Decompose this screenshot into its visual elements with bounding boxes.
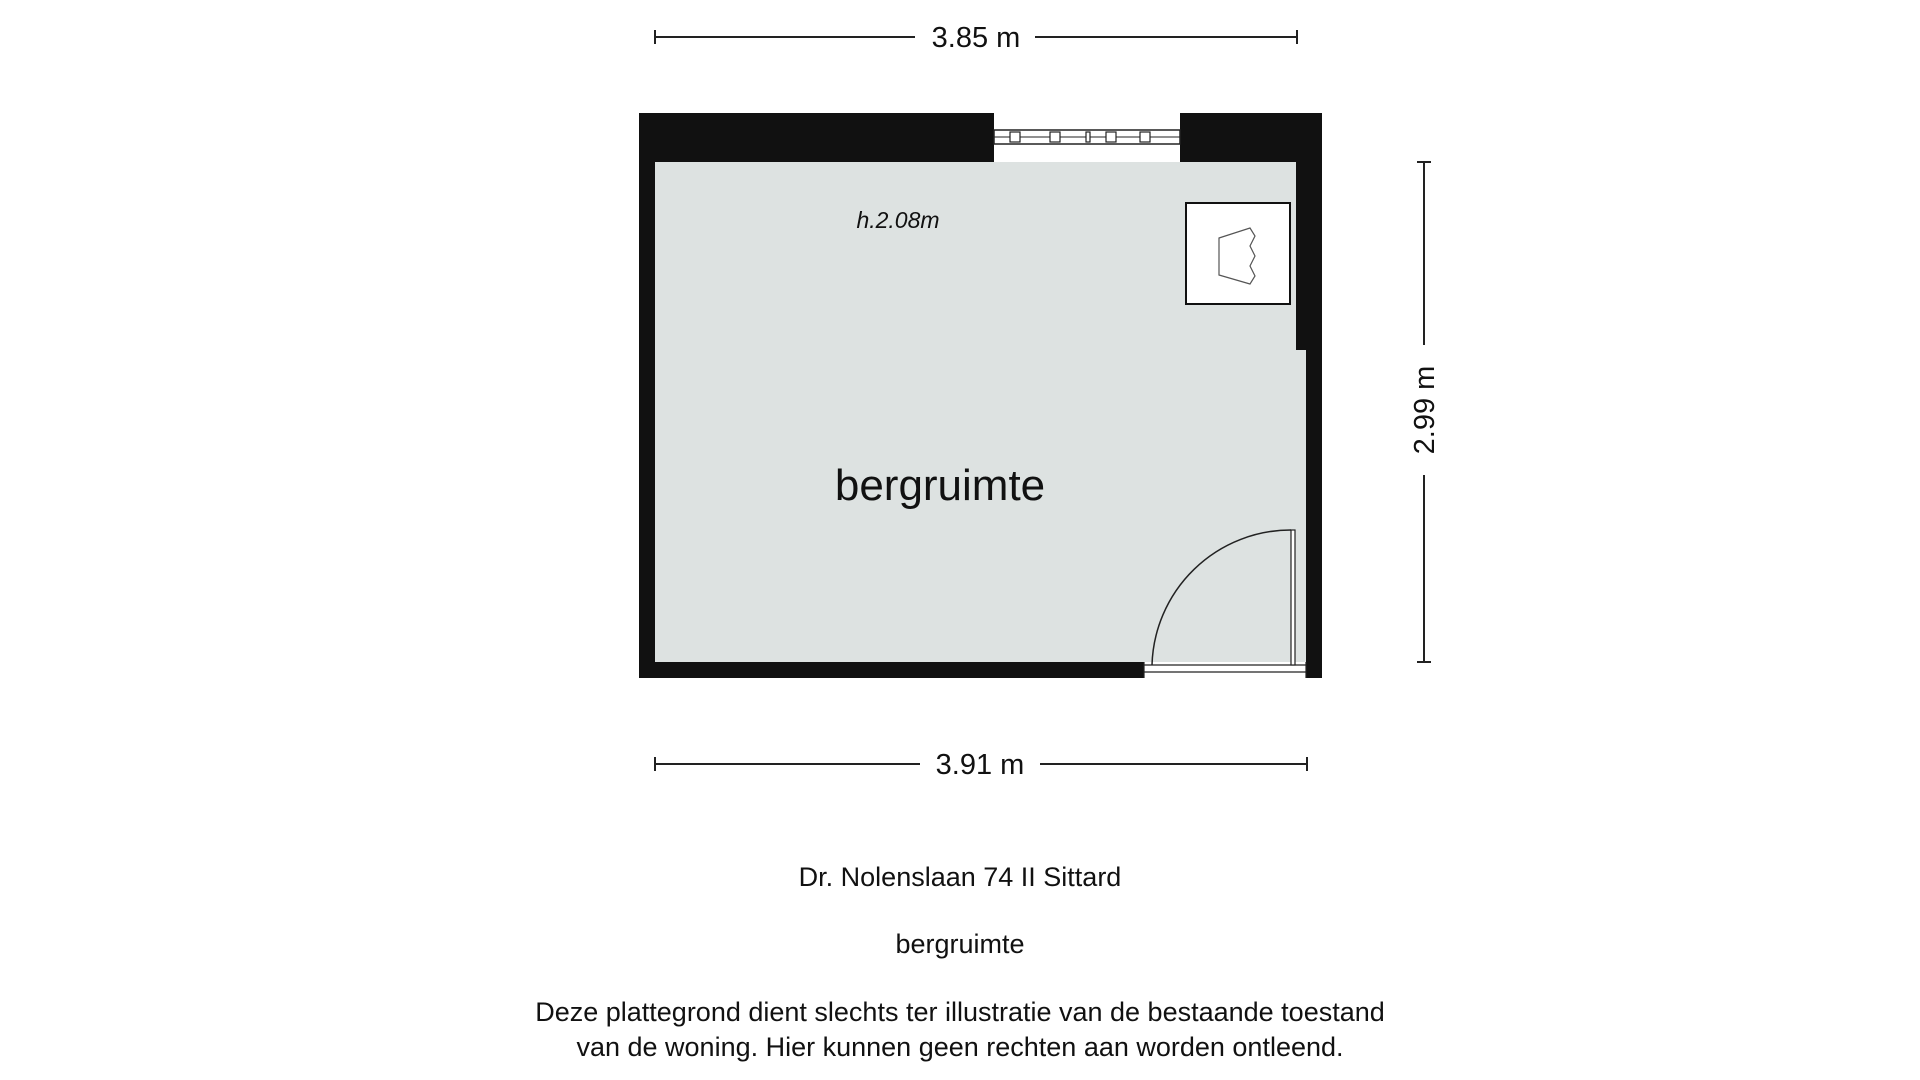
closet bbox=[1186, 203, 1290, 304]
window-mullion-5 bbox=[1140, 132, 1150, 142]
walls bbox=[639, 113, 1322, 678]
floor-right-notch bbox=[1296, 350, 1306, 662]
window bbox=[994, 113, 1180, 162]
caption-room-name: bergruimte bbox=[895, 929, 1025, 959]
window-mullion-1 bbox=[1010, 132, 1020, 142]
top-dimension-label: 3.85 m bbox=[931, 22, 1021, 54]
right-dimension-label: 2.99 m bbox=[1409, 365, 1441, 455]
window-mullion-3 bbox=[1086, 132, 1090, 142]
window-mullion-2 bbox=[1050, 132, 1060, 142]
door-leaf bbox=[1291, 530, 1295, 665]
disclaimer-line-2: van de woning. Hier kunnen geen rechten aan worden ontleend. bbox=[576, 1032, 1344, 1062]
caption bbox=[0, 860, 1920, 1065]
bottom-dimension bbox=[655, 749, 1307, 781]
address-text: Dr. Nolenslaan 74 II Sittard bbox=[798, 862, 1122, 892]
top-dimension bbox=[655, 22, 1297, 54]
right-dimension bbox=[1409, 162, 1441, 662]
bottom-dimension-label: 3.91 m bbox=[935, 749, 1025, 781]
window-mullion-4 bbox=[1106, 132, 1116, 142]
room-name-label: bergruimte bbox=[834, 461, 1046, 510]
ceiling-height-label: h.2.08m bbox=[856, 207, 940, 233]
disclaimer-line-1: Deze plattegrond dient slechts ter illustratie van de bestaande toestand bbox=[535, 997, 1385, 1027]
closet-box bbox=[1186, 203, 1290, 304]
right-wall-upper bbox=[1296, 162, 1306, 350]
